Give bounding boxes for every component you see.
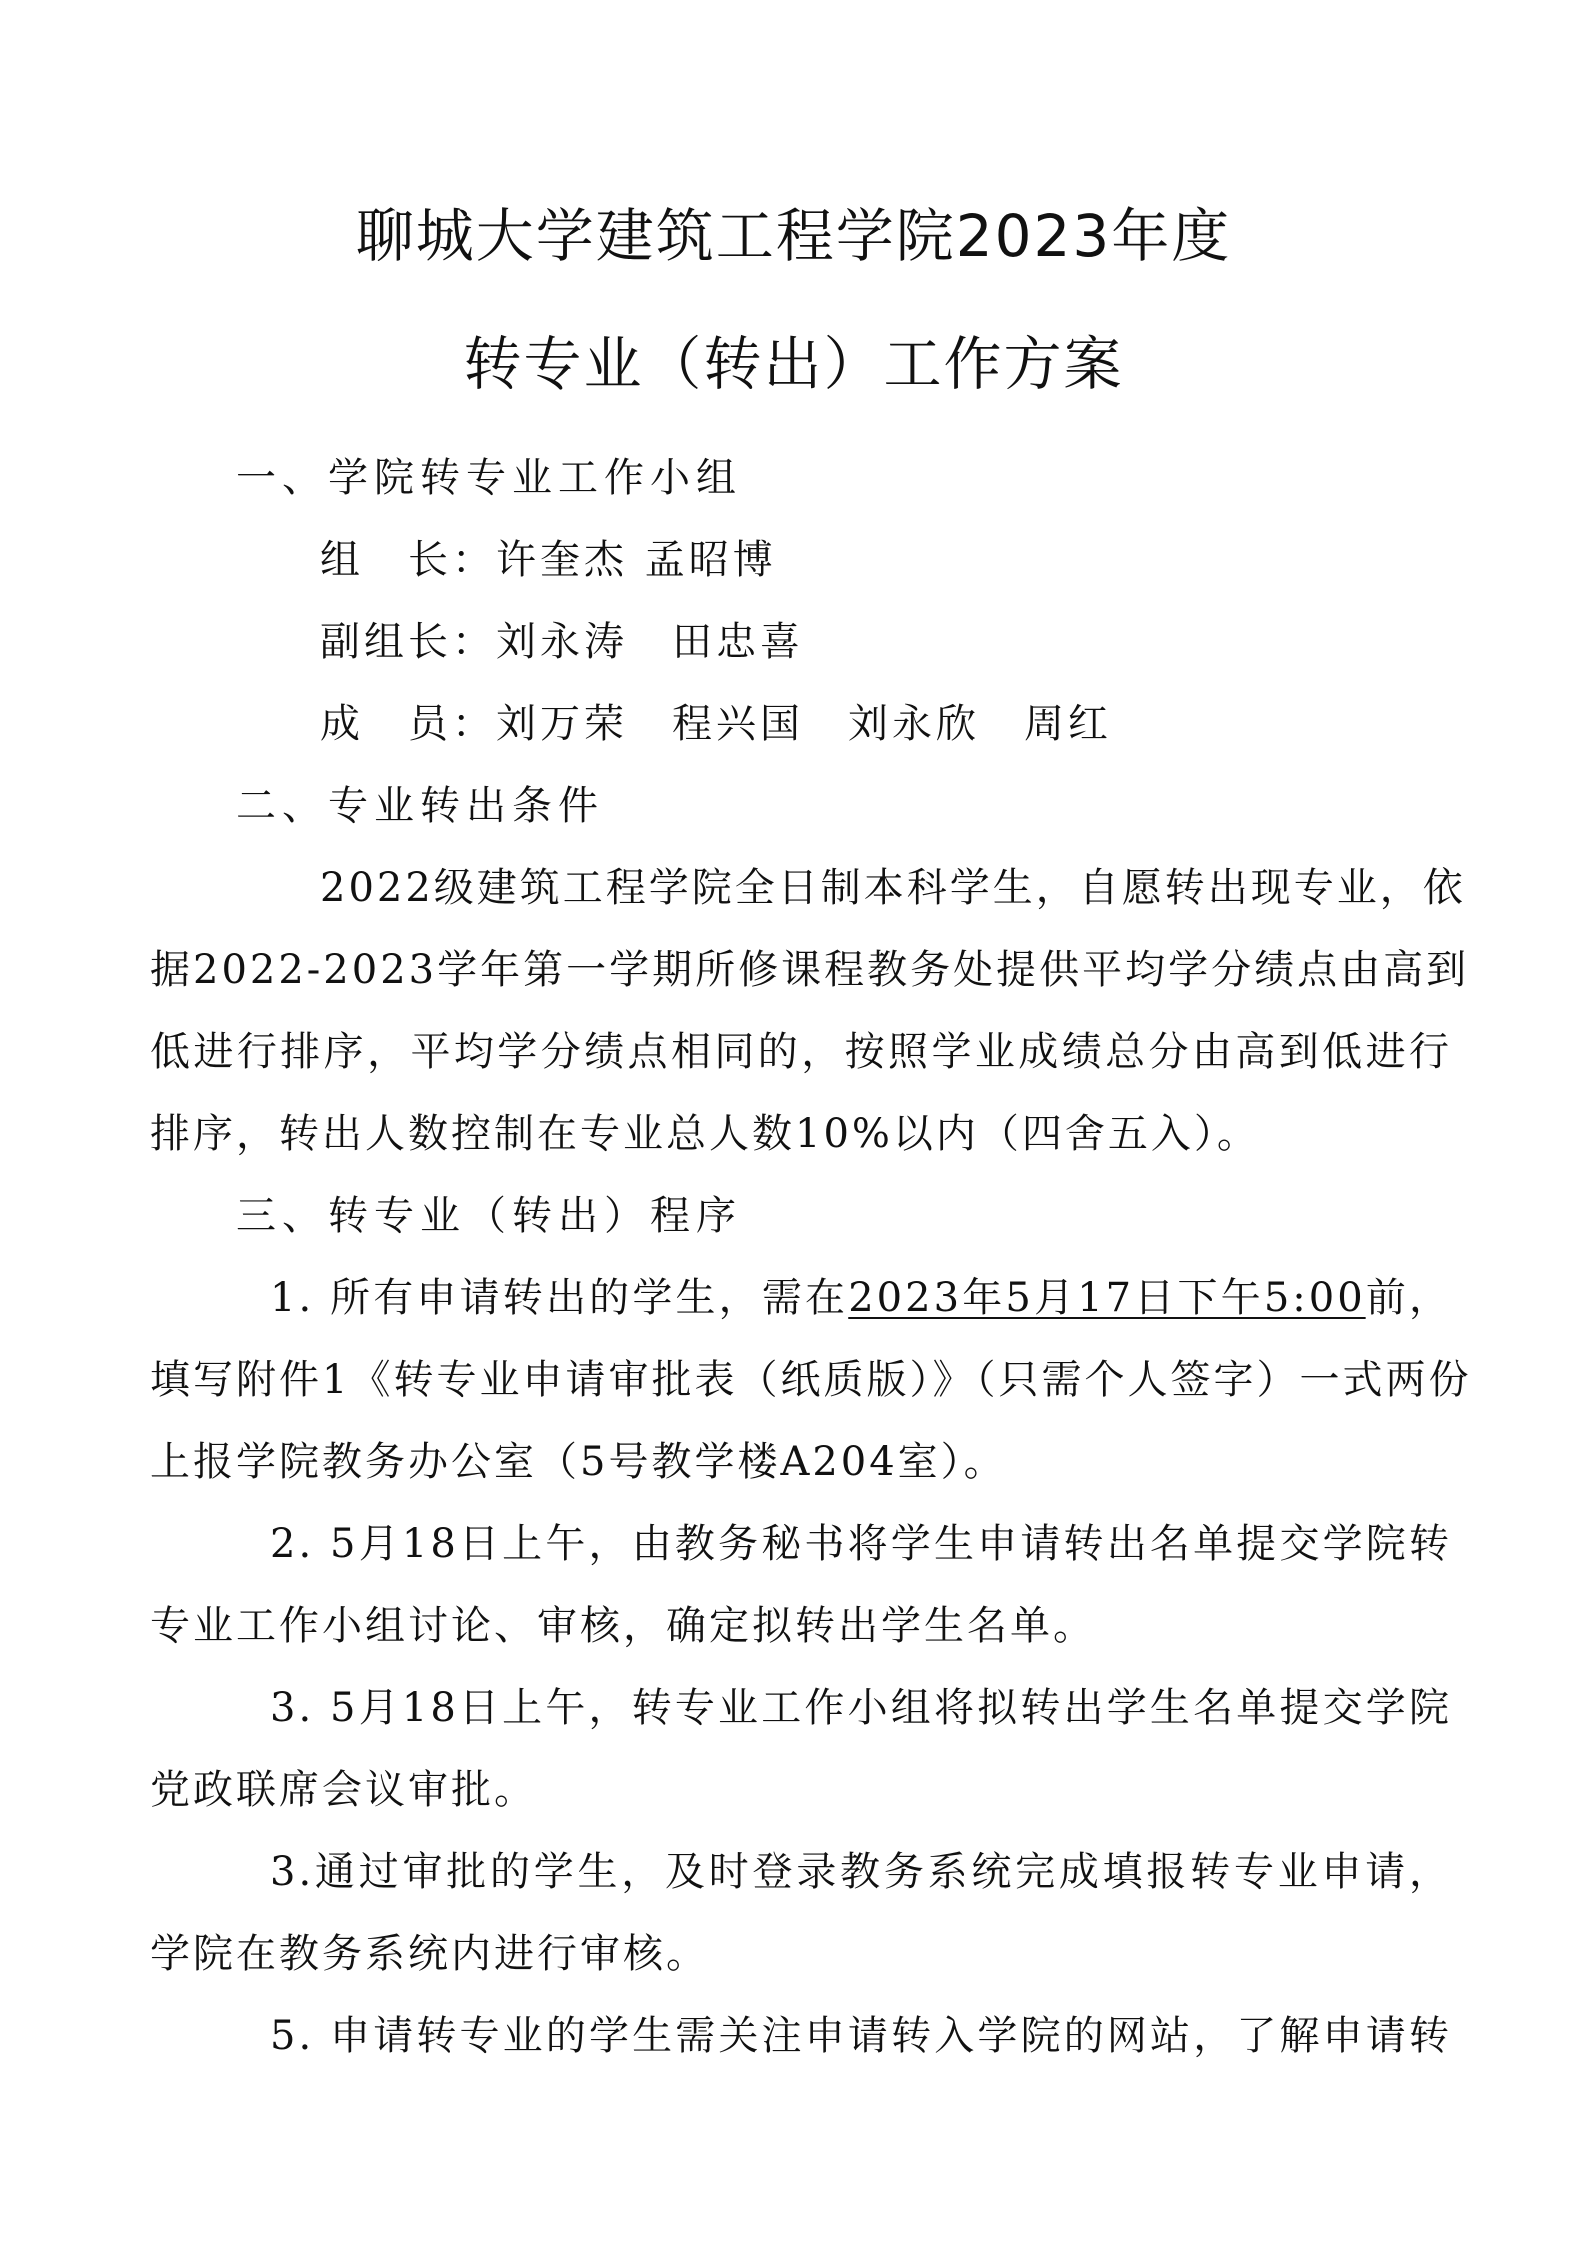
step2-line2: 专业工作小组讨论、审核，确定拟转出学生名单。: [150, 1603, 1096, 1649]
section2-heading: 二、专业转出条件: [236, 783, 604, 829]
step1-suffix: 前，: [1365, 1275, 1453, 1321]
group-members: 成 员：刘万荣 程兴国 刘永欣 周红: [320, 701, 1112, 747]
document-title-line1: 聊城大学建筑工程学院2023年度: [355, 202, 1232, 270]
group-vice-leader: 副组长：刘永涛 田忠喜: [320, 619, 804, 665]
section2-line: 低进行排序，平均学分绩点相同的，按照学业成绩总分由高到低进行: [150, 1029, 1452, 1075]
step4-line2: 学院在教务系统内进行审核。: [150, 1931, 709, 1977]
document-title-line2: 转专业（转出）工作方案: [463, 330, 1124, 398]
section2-line: 据2022-2023学年第一学期所修课程教务处提供平均学分绩点由高到: [150, 947, 1470, 993]
step3-line1: 3. 5月18日上午，转专业工作小组将拟转出学生名单提交学院: [270, 1685, 1452, 1731]
step2-line1: 2. 5月18日上午，由教务秘书将学生申请转出名单提交学院转: [270, 1521, 1452, 1567]
section3-heading: 三、转专业（转出）程序: [236, 1193, 742, 1239]
step1-line1: [270, 1268, 1452, 1328]
section2-line: 2022级建筑工程学院全日制本科学生，自愿转出现专业，依: [320, 865, 1466, 911]
step5-line1: 5. 申请转专业的学生需关注申请转入学院的网站，了解申请转: [270, 2013, 1452, 2059]
group-leader: 组 长：许奎杰 孟昭博: [320, 537, 777, 583]
step1-prefix: 1. 所有申请转出的学生，需在: [270, 1275, 849, 1321]
application-deadline: 2023年5月17日下午5:00: [848, 1275, 1366, 1321]
step1-line3: 上报学院教务办公室（5号教学楼A204室）。: [150, 1439, 1007, 1485]
step1-line2: 填写附件1《转专业申请审批表（纸质版）》（只需个人签字）一式两份: [150, 1357, 1472, 1403]
section1-heading: 一、学院转专业工作小组: [236, 455, 742, 501]
step4-line1: 3.通过审批的学生，及时登录教务系统完成填报转专业申请，: [270, 1849, 1452, 1895]
section2-line: 排序，转出人数控制在专业总人数10%以内（四舍五入）。: [150, 1111, 1260, 1157]
step3-line2: 党政联席会议审批。: [150, 1767, 537, 1813]
